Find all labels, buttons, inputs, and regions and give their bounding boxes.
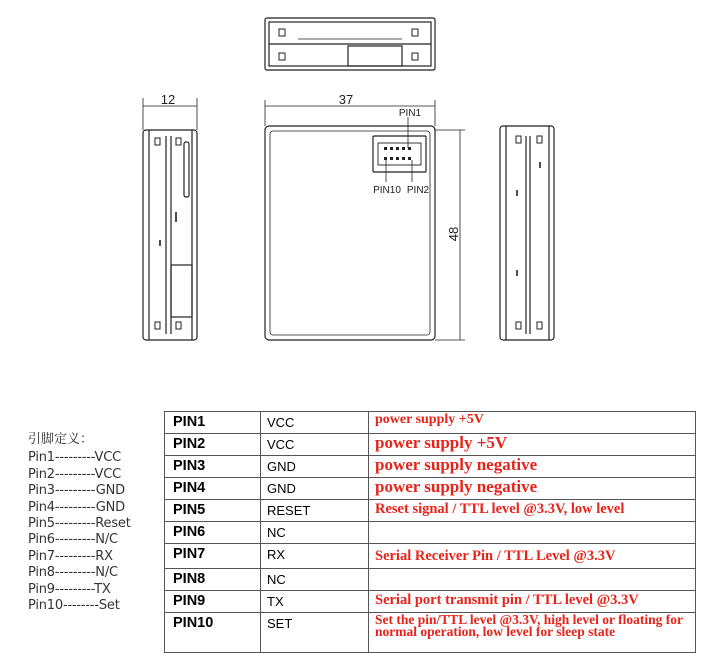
table-row <box>165 412 696 434</box>
legend-line: Pin9---------TX <box>28 581 111 597</box>
description-cell: Serial Receiver Pin / TTL Level @3.3V <box>369 544 696 569</box>
description-cell: power supply +5V <box>369 434 696 456</box>
table-row <box>165 522 696 544</box>
table-row <box>165 456 696 478</box>
signal-cell: TX <box>261 591 369 613</box>
legend-line: Pin3---------GND <box>28 483 125 499</box>
pin-cell: PIN10 <box>165 613 261 653</box>
description-cell: power supply negative <box>369 478 696 500</box>
legend-line: Pin6---------N/C <box>28 532 118 548</box>
description-cell: power supply +5V <box>369 412 696 434</box>
pin1-callout: PIN1 <box>398 108 422 119</box>
pin2-callout: PIN2 <box>406 185 430 196</box>
pin-cell: PIN1 <box>165 412 261 434</box>
table-row <box>165 591 696 613</box>
legend-line: Pin4---------GND <box>28 499 125 515</box>
legend-line: Pin10--------Set <box>28 598 120 614</box>
signal-cell: VCC <box>261 412 369 434</box>
table-row <box>165 478 696 500</box>
description-cell: Reset signal / TTL level @3.3V, low level <box>369 500 696 522</box>
pin10-callout: PIN10 <box>373 185 401 196</box>
dimension-width-label: 37 <box>338 92 354 107</box>
table-row <box>165 544 696 569</box>
front-view <box>265 100 465 340</box>
signal-cell: NC <box>261 522 369 544</box>
signal-cell: RX <box>261 544 369 569</box>
table-row <box>165 569 696 591</box>
signal-cell: GND <box>261 456 369 478</box>
pin-cell: PIN3 <box>165 456 261 478</box>
pin-cell: PIN7 <box>165 544 261 569</box>
signal-cell: GND <box>261 478 369 500</box>
description-cell <box>369 569 696 591</box>
pin-cell: PIN8 <box>165 569 261 591</box>
top-view <box>265 18 435 70</box>
legend-line: Pin2---------VCC <box>28 466 121 482</box>
legend-title: 引脚定义： <box>28 432 94 447</box>
signal-cell: VCC <box>261 434 369 456</box>
table-row <box>165 500 696 522</box>
pin-cell: PIN5 <box>165 500 261 522</box>
dimension-depth-label: 12 <box>160 92 176 107</box>
signal-cell: NC <box>261 569 369 591</box>
signal-cell: SET <box>261 613 369 653</box>
pin-cell: PIN6 <box>165 522 261 544</box>
left-side-view <box>143 98 197 340</box>
legend-line: Pin8---------N/C <box>28 565 118 581</box>
right-side-view <box>500 126 554 340</box>
pin-definition-legend <box>28 432 131 614</box>
description-cell <box>369 522 696 544</box>
pin-cell: PIN4 <box>165 478 261 500</box>
signal-cell: RESET <box>261 500 369 522</box>
legend-line: Pin1---------VCC <box>28 450 121 466</box>
legend-line: Pin5---------Reset <box>28 516 131 532</box>
description-cell: Set the pin/TTL level @3.3V, high level or floating for normal operation, low level for sleep state <box>369 613 696 653</box>
dimension-height-label: 48 <box>446 226 461 242</box>
table-row <box>165 434 696 456</box>
pin-cell: PIN9 <box>165 591 261 613</box>
description-cell: Serial port transmit pin / TTL level @3.3V <box>369 591 696 613</box>
description-cell: power supply negative <box>369 456 696 478</box>
table-row <box>165 613 696 653</box>
pin-cell: PIN2 <box>165 434 261 456</box>
pin-table <box>164 411 696 653</box>
legend-line: Pin7---------RX <box>28 548 113 564</box>
